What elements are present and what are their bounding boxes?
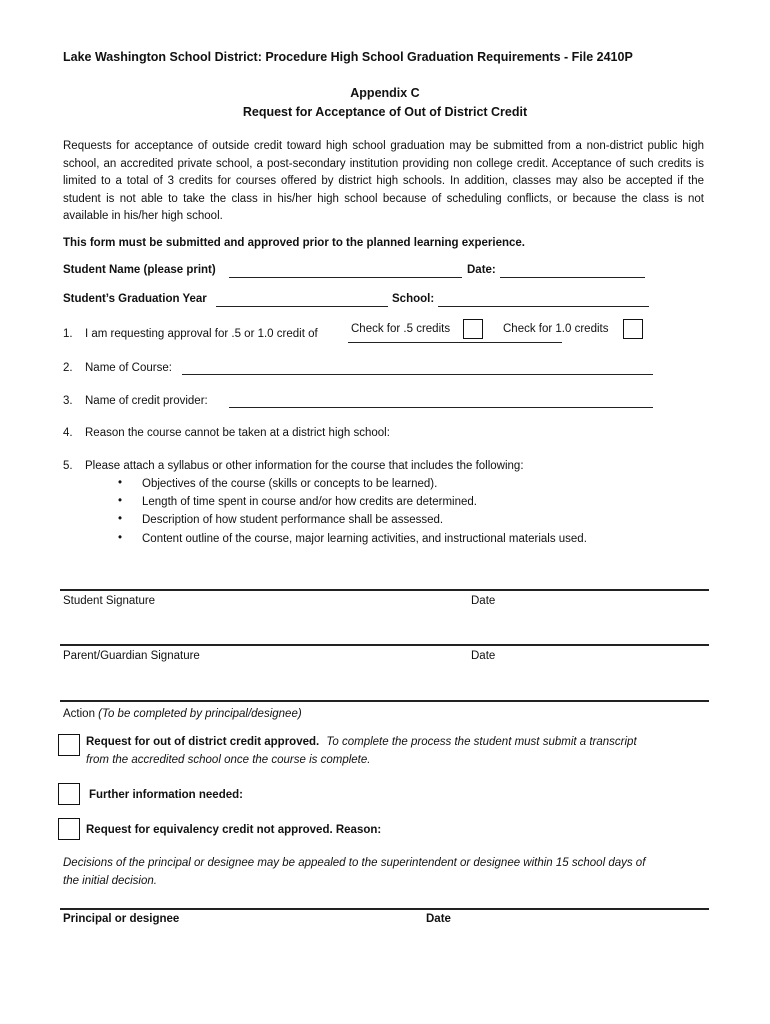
item-text: I am requesting approval for .5 or 1.0 credit of [85,328,318,340]
credit-provider-field[interactable] [229,394,653,408]
item-number: 4. [63,427,73,439]
bullet-icon: • [118,532,123,544]
principal-date-label: Date [426,913,451,925]
date-field[interactable] [500,264,645,278]
school-label: School: [392,293,435,305]
action-heading [63,708,302,720]
item-text: Reason the course cannot be taken at a district high school: [85,427,390,439]
action-label: Action [63,708,95,720]
not-approved-label: Request for equivalency credit not approved. Reason: [86,824,382,836]
further-info-label: Further information needed: [89,789,243,801]
student-signature-label: Student Signature [63,595,156,607]
graduation-year-label: Student’s Graduation Year [63,293,207,305]
approved-label: Request for out of district credit approved. [86,736,320,748]
one-credit-checkbox[interactable] [623,319,643,339]
principal-signature-label: Principal or designee [63,913,180,925]
one-credit-label: Check for 1.0 credits [503,323,609,335]
half-credit-label: Check for .5 credits [351,323,451,335]
item-text: Name of Course: [85,362,172,374]
item-5 [63,460,524,472]
item-text: Please attach a syllabus or other information for the course that includes the following: [85,460,524,472]
item-2 [63,362,172,374]
approved-line-1 [86,736,637,748]
appeal-note-line-2: the initial decision. [63,875,157,887]
bullet-icon: • [118,513,123,525]
parent-date-label: Date [471,650,496,662]
appeal-note-line-1: Decisions of the principal or designee may be appealed to the superintendent or designee within 15 school days of [63,857,646,869]
item-text: Name of credit provider: [85,395,208,407]
item-number: 1. [63,328,73,340]
principal-signature-line[interactable] [60,908,709,910]
item-1 [63,328,318,340]
half-credit-checkbox[interactable] [463,319,483,339]
action-note: (To be completed by principal/designee) [98,708,302,720]
bullet-item: Description of how student performance shall be assessed. [142,514,444,526]
item-number: 3. [63,395,73,407]
student-signature-line[interactable] [60,589,709,591]
item-4 [63,427,390,439]
appendix-heading: Appendix C [350,86,420,100]
submission-notice: This form must be submitted and approved prior to the planned learning experience. [63,237,525,249]
intro-paragraph: Requests for acceptance of outside credit toward high school graduation may be submitted from a non-district public high school, an accredited private school, a post-secondary institution providing non college credit. Acceptance of such credits is limited to a total of 3 credits for courses offered by district high schools. In addition, classes may also be accepted if the student is not able to take the class in his/her high school because of scheduling conflicts, or because the class is not available in his/her high school. [63,140,704,223]
student-name-field[interactable] [229,264,462,278]
student-name-label: Student Name (please print) [63,264,216,276]
form-subtitle: Request for Acceptance of Out of District Credit [242,105,528,119]
parent-signature-label: Parent/Guardian Signature [63,650,200,662]
bullet-item: Length of time spent in course and/or how credits are determined. [142,496,477,508]
item-number: 2. [63,362,73,374]
document-title: Lake Washington School District: Procedure High School Graduation Requirements - File 2410P [63,50,633,64]
item-3 [63,395,208,407]
approved-instruction-cont: from the accredited school once the course is complete. [86,754,371,766]
bullet-icon: • [118,477,123,489]
course-name-field[interactable] [182,361,653,375]
graduation-year-field[interactable] [216,293,388,307]
student-date-label: Date [471,595,496,607]
item-number: 5. [63,460,73,472]
not-approved-checkbox[interactable] [58,818,80,840]
parent-signature-line[interactable] [60,644,709,646]
bullet-item: Content outline of the course, major learning activities, and instructional materials used. [142,533,587,545]
school-field[interactable] [438,293,649,307]
bullet-icon: • [118,495,123,507]
action-divider [60,700,709,702]
approved-checkbox[interactable] [58,734,80,756]
further-info-checkbox[interactable] [58,783,80,805]
date-label: Date: [467,264,496,276]
approved-instruction: To complete the process the student must submit a transcript [326,736,637,748]
bullet-item: Objectives of the course (skills or concepts to be learned). [142,478,438,490]
